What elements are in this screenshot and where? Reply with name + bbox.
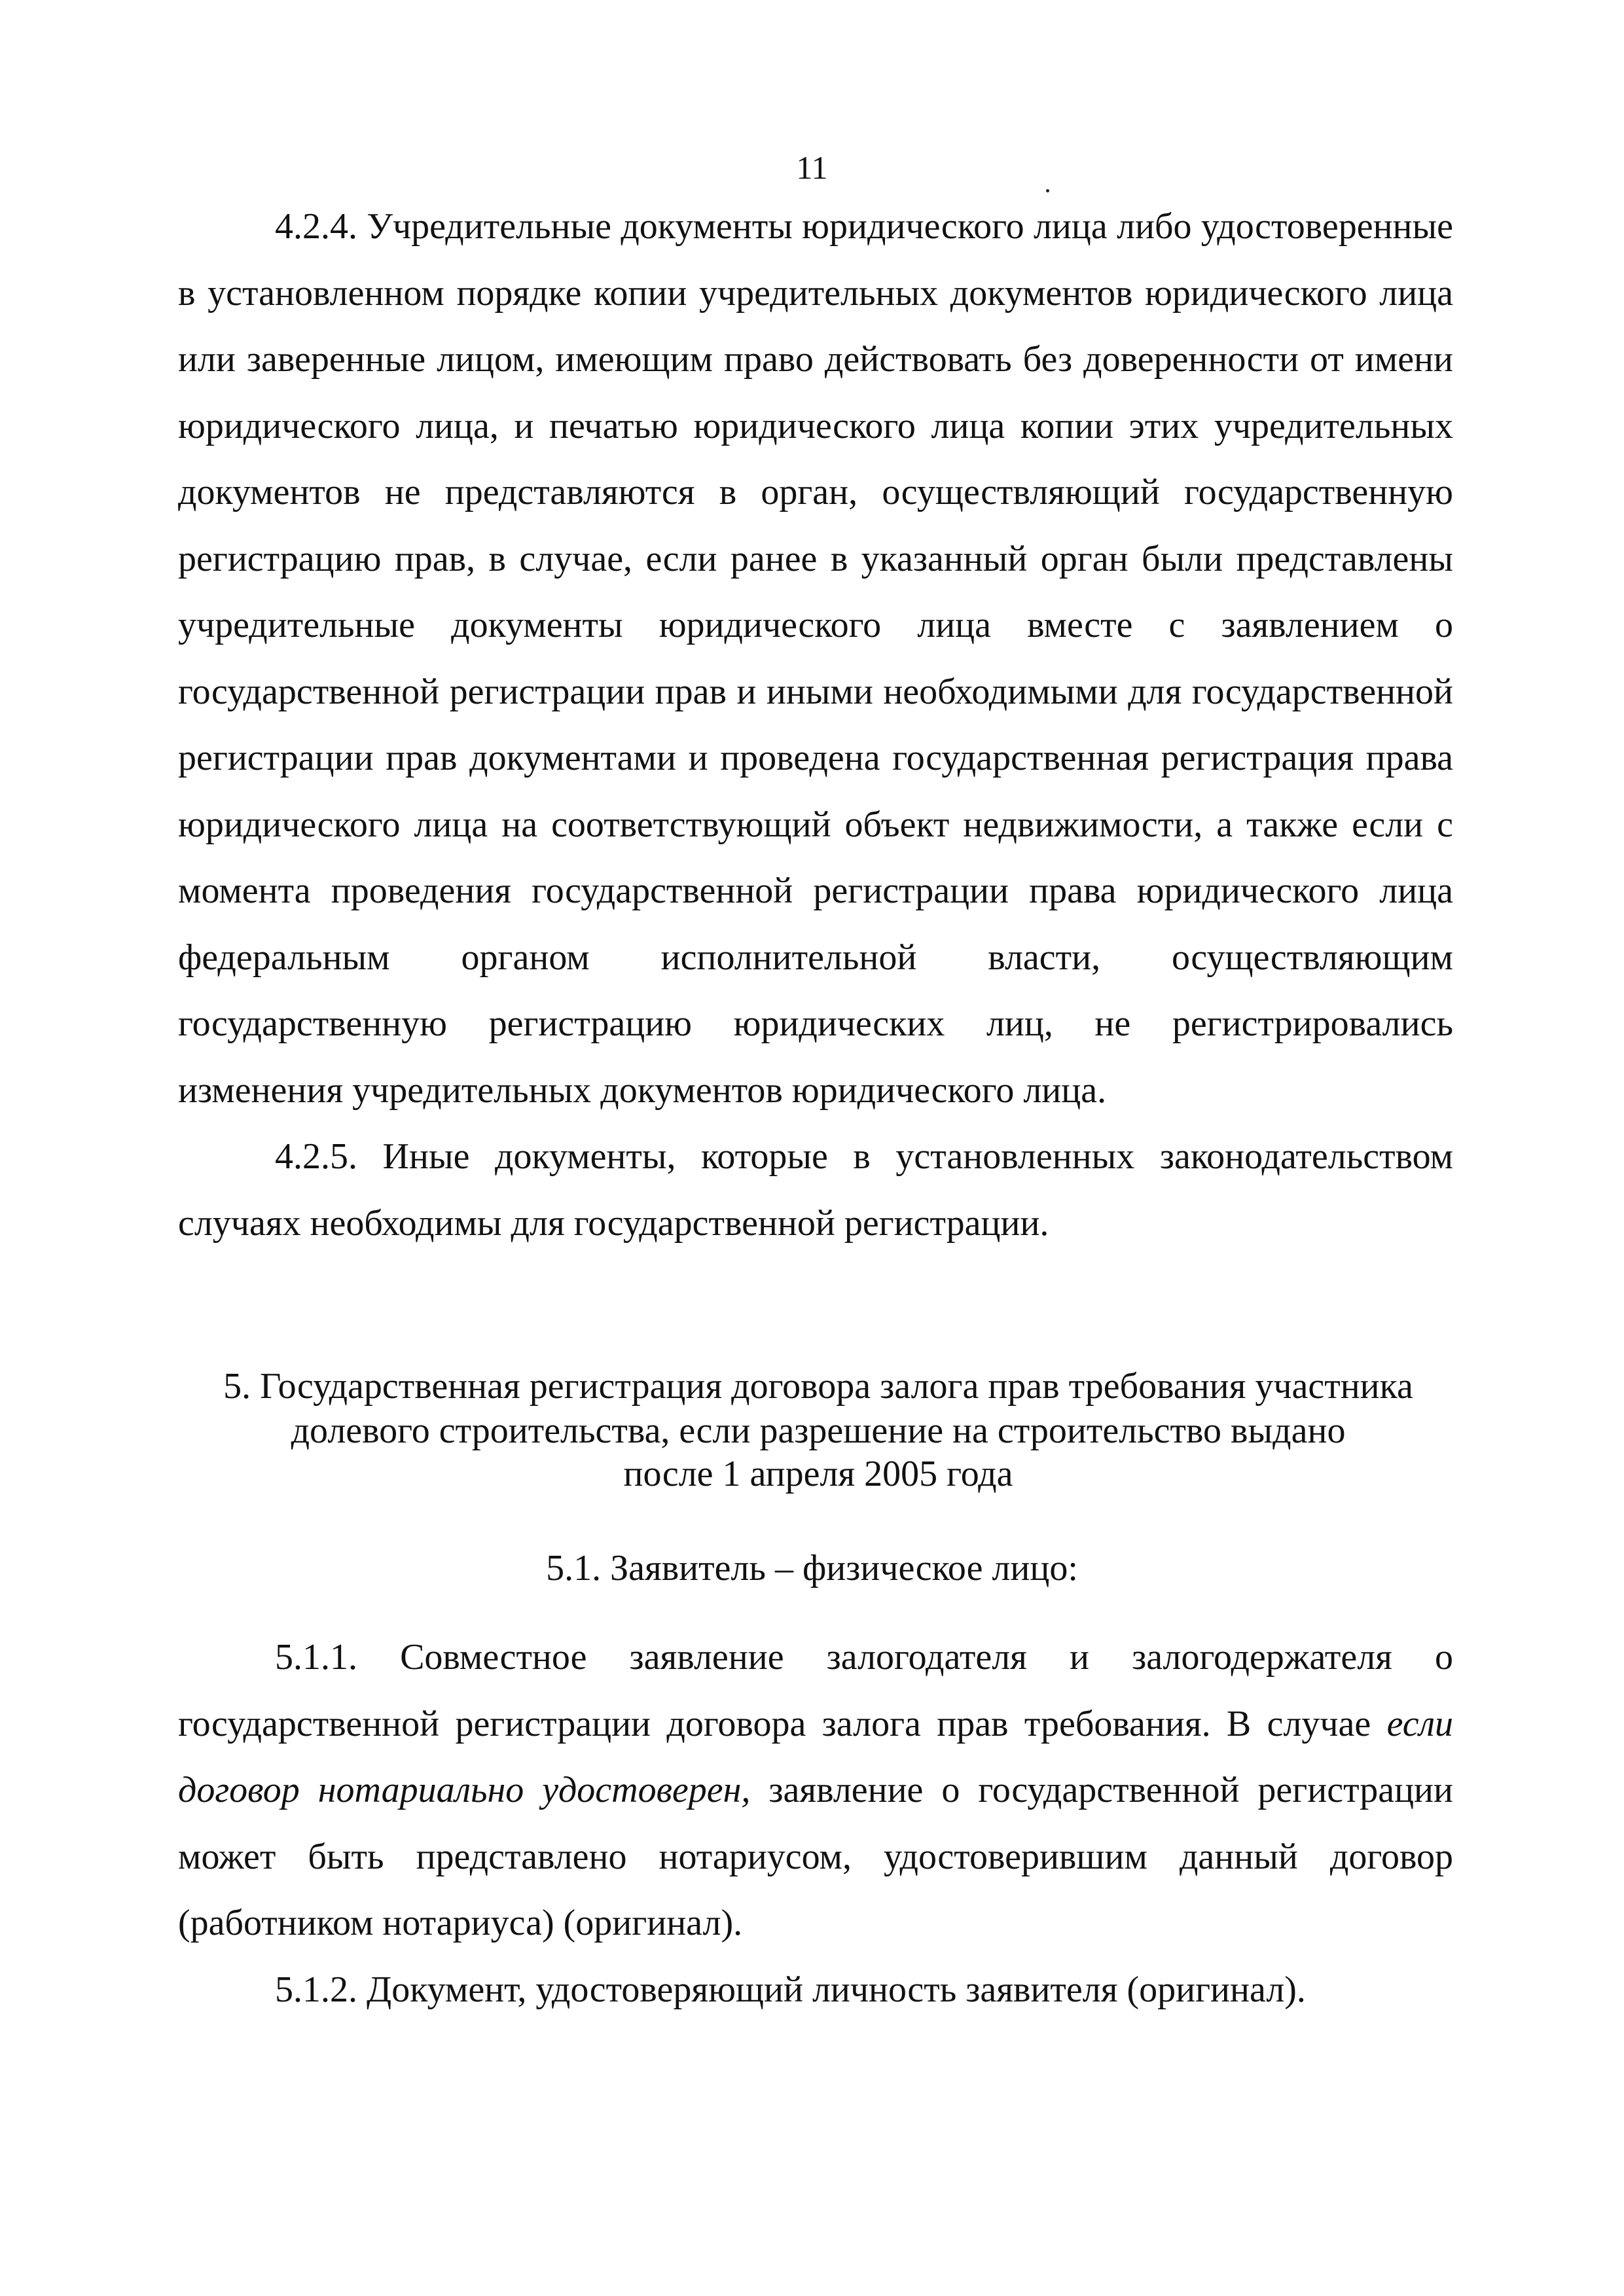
subheading-5-1: 5.1. Заявитель – физическое лицо: <box>546 1548 1078 1588</box>
section-5-heading-line-1: 5. Государственная регистрация договора залога прав требования участника <box>223 1366 1413 1407</box>
section-5-heading-line-2: долевого строительства, если разрешение на строительство выдано <box>291 1410 1346 1451</box>
paragraph-5-1-1-italic: если договор нотариально удостоверен, <box>178 1703 1453 1810</box>
paragraph-5-1-1-end: заявление о государственной регистрации может быть представлено нотариусом, удостоверившим данный договор (работником нотариуса) (оригинал). <box>178 1770 1453 1943</box>
paragraph-4-2-4: 4.2.4. Учредительные документы юридического лица либо удостоверенные в установленном порядке копии учредительных документов юридического лица или заверенные лицом, имеющим право действовать без доверенности от имени юридического лица, и печатью юридического лица копии этих учредительных документов не представляются в орган, осуществляющий государственную регистрацию прав, в случае, если ранее в указанный орган были представлены учредительные документы юридического лица вместе с заявлением о государственной регистрации прав и иными необходимыми для государственной регистрации прав документами и проведена государственная регистрация права юридического лица на соответствующий объект недвижимости, а также если с момента проведения государственной регистрации права юридического лица федеральным органом исполнительной власти, осуществляющим государственную регистрацию юридических лиц, не регистрировались изменения учредительных документов юридического лица. <box>178 206 1453 1111</box>
scan-dot-mark <box>1046 189 1049 192</box>
section-5-text <box>178 1624 1453 2023</box>
paragraph-4-2-5: 4.2.5. Иные документы, которые в установленных законодательством случаях необходимы для государственной регистрации. <box>178 1136 1453 1244</box>
paragraph-5-1-2: 5.1.2. Документ, удостоверяющий личность заявителя (оригинал). <box>275 1969 1306 2010</box>
paragraph-5-1-1-start: 5.1.1. Совместное заявление залогодателя и залогодержателя о государственной регистрации договора залога прав требования. В случае <box>178 1637 1453 1744</box>
section-4-text <box>178 194 1453 1257</box>
paragraph-5-1-1 <box>178 1624 1453 1957</box>
page-number: 11 <box>796 149 828 186</box>
section-5-heading-line-3: после 1 апреля 2005 года <box>623 1454 1013 1494</box>
